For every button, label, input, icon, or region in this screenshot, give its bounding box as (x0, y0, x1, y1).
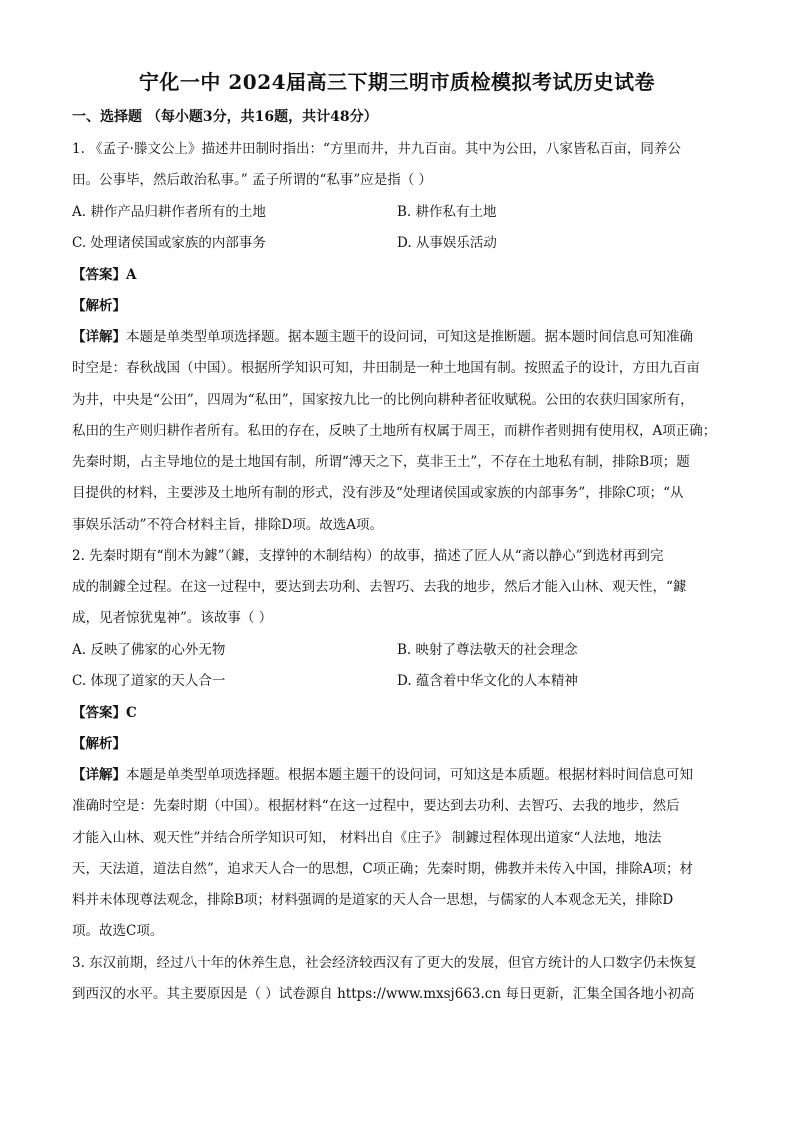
q2-option-d: D. 蕴含着中华文化的人本精神 (397, 673, 578, 689)
q1-detail-text: 本题是单类型单项选择题。据本题主题干的设问词，可知这是推断题。据本题时间信息可知准确 (126, 329, 693, 345)
q1-detail-line: 时空是：春秋战国（中国）。根据所学知识可知，井田制是一种土地国有制。按照孟子的设计，方田九百亩 (72, 360, 700, 376)
q2-option-c: C. 体现了道家的天人合一 (72, 673, 226, 689)
q1-option-a: A. 耕作产品归耕作者所有的土地 (72, 204, 266, 220)
q1-analysis-label: 【解析】 (72, 298, 126, 314)
q2-option-a: A. 反映了佛家的心外无物 (72, 642, 226, 658)
q1-detail-line: 目提供的材料，主要涉及土地所有制的形式，没有涉及“处理诸侯国或家族的内部事务”，排除C项；“从 (72, 485, 684, 501)
q2-detail-line: 才能入山林、观天性”并结合所学知识可知， 材料出自《庄子》 制鐻过程体现出道家“人法地，地法 (72, 830, 662, 846)
q1-detail-line: 事娱乐活动”不符合材料主旨，排除D项。故选A项。 (72, 517, 383, 533)
q2-detail-label: 【详解】 (72, 767, 126, 783)
q3-stem-line: 3. 东汉前期，经过八十年的休养生息，社会经济较西汉有了更大的发展，但官方统计的人口数字仍未恢复 (72, 955, 697, 971)
q1-detail-line: 先秦时期，占主导地位的是土地国有制，所谓“溥天之下，莫非王土”，不存在土地私有制，排除B项；题 (72, 454, 690, 470)
q2-analysis-label: 【解析】 (72, 736, 126, 752)
q1-stem-line: 1. 《孟子·滕文公上》描述井田制时指出：“方里而井，井九百亩。其中为公田，八家皆私百亩，同养公 (72, 141, 681, 157)
q1-option-b: B. 耕作私有土地 (397, 204, 497, 220)
q2-stem-line: 2. 先秦时期有“削木为鐻”（鐻，支撑钟的木制结构）的故事，描述了匠人从“斋以静心”到选材再到完 (72, 548, 664, 564)
q2-option-b: B. 映射了尊法敬天的社会理念 (397, 642, 578, 658)
q1-detail-line (72, 327, 732, 347)
q1-option-d: D. 从事娱乐活动 (397, 235, 497, 251)
q2-detail-line: 准确时空是：先秦时期（中国）。根据材料“在这一过程中，要达到去功利、去智巧、去我的地步，然后 (72, 798, 680, 814)
q3-stem-line: 到西汉的水平。其主要原因是（ ）试卷源自 https://www.mxsj663.cn 每日更新，汇集全国各地小初高 (72, 986, 695, 1002)
q1-answer: 【答案】A (72, 267, 137, 283)
section-heading: 一、选择题 （每小题3分，共16题，共计48分） (72, 109, 378, 125)
q2-detail-line: 料并未体现尊法观念，排除B项；材料强调的是道家的天人合一思想，与儒家的人本观念无关，排除D (72, 892, 674, 908)
q2-stem-line: 成，见者惊犹鬼神”。该故事（ ） (72, 610, 273, 626)
q2-detail-line: 项。故选C项。 (72, 923, 164, 939)
q1-option-c: C. 处理诸侯国或家族的内部事务 (72, 235, 266, 251)
q2-detail-line (72, 765, 732, 785)
q1-detail-label: 【详解】 (72, 329, 126, 345)
q2-detail-text: 本题是单类型单项选择题。根据本题主题干的设问词，可知这是本质题。根据材料时间信息可知 (126, 767, 693, 783)
q2-stem-line: 成的制鐻全过程。在这一过程中，要达到去功利、去智巧、去我的地步，然后才能入山林、观天性，“鐻 (72, 579, 687, 595)
q1-detail-line: 为井，中央是“公田”，四周为“私田”，国家按九比一的比例向耕种者征收赋税。公田的农获归国家所有， (72, 392, 694, 408)
q1-detail-line: 私田的生产则归耕作者所有。私田的存在，反映了土地所有权属于周王，而耕作者则拥有使用权，A项正确； (72, 423, 717, 439)
q2-detail-line: 天，天法道，道法自然”，追求天人合一的思想，C项正确；先秦时期，佛教并未传入中国，排除A项；材 (72, 861, 693, 877)
q1-stem-line: 田。公事毕，然后敢治私事。” 孟子所谓的“私事”应是指（ ） (72, 172, 433, 188)
page-title: 宁化一中 2024届高三下期三明市质检模拟考试历史试卷 (138, 70, 656, 94)
q2-answer: 【答案】C (72, 705, 137, 721)
